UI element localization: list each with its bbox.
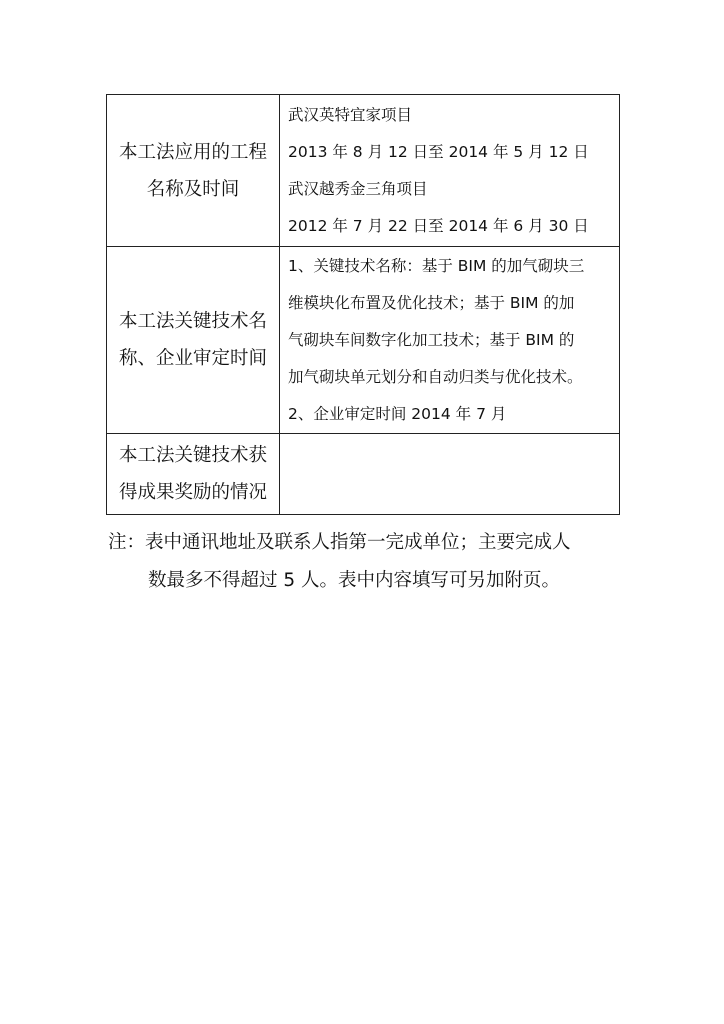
award-value-cell: [280, 434, 620, 515]
tech-value-cell: [280, 247, 620, 434]
table-row-project: [107, 95, 620, 247]
project-value-line-4: 2012 年 7 月 22 日至 2014 年 6 月 30 日: [288, 216, 589, 235]
project-value-line-1: 武汉英特宜家项目: [288, 105, 413, 124]
project-value-cell: [280, 95, 620, 247]
table-row-award: [107, 434, 620, 515]
award-label-cell: [107, 434, 280, 515]
tech-value-line-3: 气砌块车间数字化加工技术；基于 BIM 的: [288, 330, 575, 349]
award-label-line-2: 得成果奖励的情况: [118, 482, 267, 503]
tech-label-cell: [107, 247, 280, 434]
tech-value-line-1: 1、关键技术名称：基于 BIM 的加气砌块三: [288, 256, 585, 275]
footnote-line-2: 数最多不得超过 5 人。表中内容填写可另加附页。: [148, 570, 561, 591]
footnote: [108, 524, 628, 600]
award-label-line-1: 本工法关键技术获: [118, 445, 267, 466]
project-label-line-1: 本工法应用的工程: [118, 141, 267, 163]
info-form-table: [106, 94, 620, 515]
tech-label-line-2: 称、企业审定时间: [118, 348, 267, 369]
tech-value-line-5: 2、企业审定时间 2014 年 7 月: [288, 404, 507, 423]
footnote-line-1: 注：表中通讯地址及联系人指第一完成单位；主要完成人: [108, 532, 571, 553]
tech-value-line-4: 加气砌块单元划分和自动归类与优化技术。: [288, 367, 583, 386]
project-value-line-3: 武汉越秀金三角项目: [288, 179, 428, 198]
table-row-tech: [107, 247, 620, 434]
tech-label-line-1: 本工法关键技术名: [118, 311, 267, 332]
project-label-line-2: 名称及时间: [146, 178, 240, 200]
project-value-line-2: 2013 年 8 月 12 日至 2014 年 5 月 12 日: [288, 142, 589, 161]
tech-value-line-2: 维模块化布置及优化技术；基于 BIM 的加: [288, 293, 575, 312]
project-label-cell: [107, 95, 280, 247]
